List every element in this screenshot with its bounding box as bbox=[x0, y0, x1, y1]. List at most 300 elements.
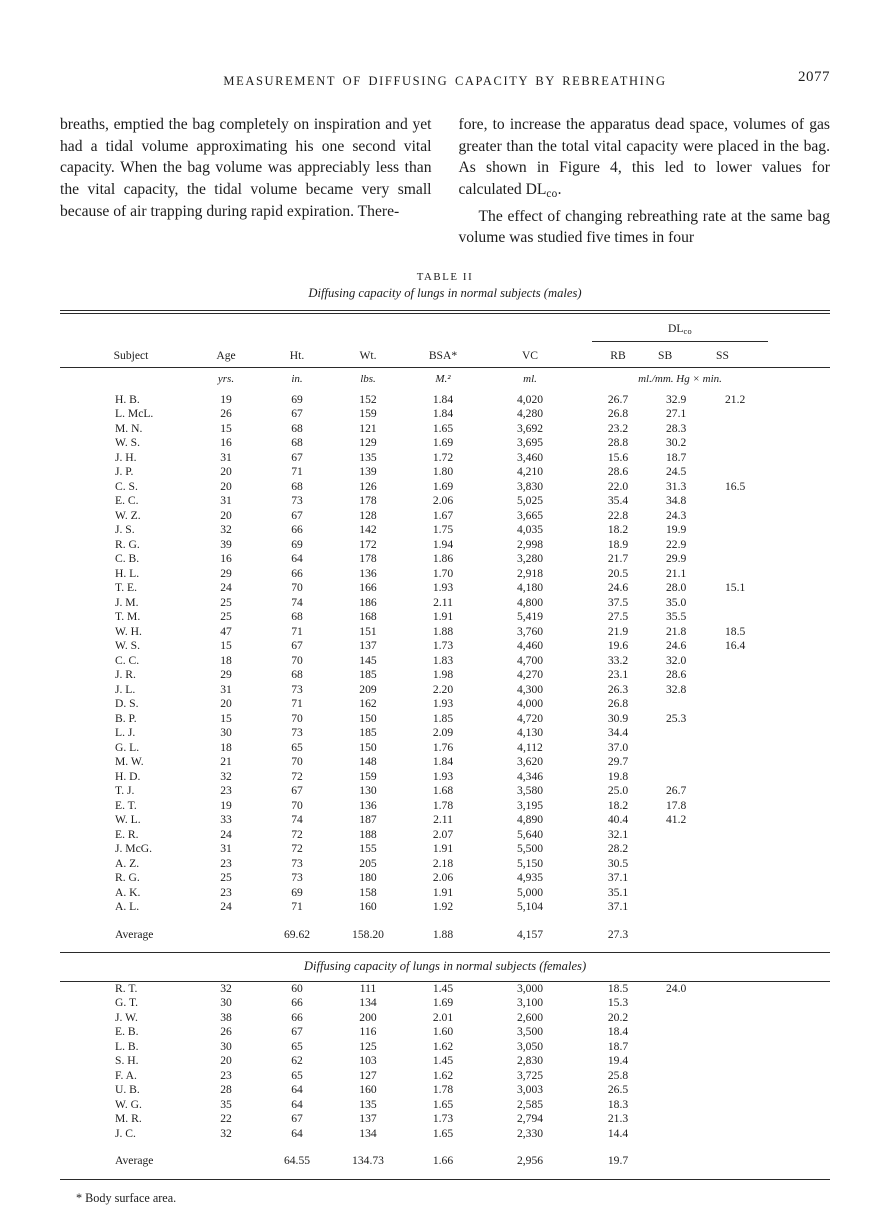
value-cell bbox=[716, 683, 830, 698]
value-cell: 2.06 bbox=[432, 494, 454, 508]
table-row bbox=[60, 451, 830, 466]
value-cell: 1.60 bbox=[432, 1025, 454, 1039]
value-cell bbox=[716, 422, 830, 437]
value-cell: 21.7 bbox=[607, 552, 629, 566]
value-cell: 19.6 bbox=[607, 639, 629, 653]
value-cell: 20 bbox=[220, 697, 232, 711]
page-number: 2077 bbox=[798, 69, 830, 85]
value-cell: 25.3 bbox=[666, 711, 687, 725]
value-cell: 129 bbox=[359, 436, 377, 450]
value-cell: 5,150 bbox=[516, 856, 544, 870]
subject-cell: E. B. bbox=[115, 1025, 139, 1039]
subject-cell: R. G. bbox=[115, 537, 140, 551]
unit-cell: in. bbox=[291, 373, 303, 386]
value-cell: 4,210 bbox=[516, 465, 544, 479]
value-cell: 3,500 bbox=[516, 1025, 544, 1039]
value-cell: 1.69 bbox=[432, 996, 454, 1010]
value-cell bbox=[716, 1054, 830, 1069]
value-cell: 1.78 bbox=[432, 1083, 454, 1097]
value-cell: 70 bbox=[291, 581, 303, 595]
value-cell: 37.5 bbox=[607, 595, 629, 609]
value-cell: 1.98 bbox=[432, 668, 454, 682]
value-cell: 4,460 bbox=[516, 639, 544, 653]
table-row bbox=[60, 770, 830, 785]
value-cell: 1.70 bbox=[432, 566, 454, 580]
table-row bbox=[60, 1112, 830, 1127]
separator-row bbox=[60, 952, 830, 982]
value-cell: 22 bbox=[220, 1112, 232, 1126]
value-cell: 32.9 bbox=[666, 392, 687, 406]
value-cell: 178 bbox=[359, 552, 377, 566]
value-cell bbox=[658, 1112, 716, 1127]
value-cell: 2,585 bbox=[516, 1097, 544, 1111]
value-cell: 1.66 bbox=[432, 1154, 454, 1168]
value-cell: 20 bbox=[220, 1054, 232, 1068]
value-cell: 4,700 bbox=[516, 653, 544, 667]
value-cell: 26 bbox=[220, 1025, 232, 1039]
value-cell: 23.1 bbox=[607, 668, 629, 682]
subject-cell: M. W. bbox=[115, 755, 144, 769]
value-cell bbox=[716, 1098, 830, 1113]
value-cell: 128 bbox=[359, 508, 377, 522]
value-cell: 25.8 bbox=[607, 1068, 629, 1082]
value-cell bbox=[190, 915, 262, 953]
subject-cell: R. T. bbox=[115, 981, 138, 995]
value-cell: 71 bbox=[291, 900, 303, 914]
value-cell bbox=[716, 770, 830, 785]
unit-cell: lbs. bbox=[360, 373, 376, 386]
value-cell: 32.8 bbox=[666, 682, 687, 696]
value-cell bbox=[658, 697, 716, 712]
value-cell: 68 bbox=[291, 610, 303, 624]
value-cell bbox=[716, 996, 830, 1011]
value-cell: 166 bbox=[359, 581, 377, 595]
value-cell: 150 bbox=[359, 740, 377, 754]
value-cell bbox=[716, 784, 830, 799]
value-cell: 205 bbox=[359, 856, 377, 870]
value-cell: 25 bbox=[220, 871, 232, 885]
value-cell: 21.2 bbox=[725, 392, 746, 406]
value-cell: 1.65 bbox=[432, 1126, 454, 1140]
subject-cell: W. Z. bbox=[115, 508, 141, 522]
subject-cell: T. J. bbox=[115, 784, 135, 798]
subject-cell: R. G. bbox=[115, 871, 140, 885]
subject-cell: D. S. bbox=[115, 697, 139, 711]
value-cell: 5,500 bbox=[516, 842, 544, 856]
value-cell: 23 bbox=[220, 1068, 232, 1082]
value-cell: 1.76 bbox=[432, 740, 454, 754]
value-cell bbox=[716, 915, 830, 953]
subject-cell: A. L. bbox=[115, 900, 140, 914]
value-cell bbox=[658, 741, 716, 756]
subject-cell: H. L. bbox=[115, 566, 140, 580]
subject-cell: E. C. bbox=[115, 494, 139, 508]
value-cell: 26.8 bbox=[607, 697, 629, 711]
value-cell: 1.72 bbox=[432, 450, 454, 464]
value-cell: 24.5 bbox=[666, 465, 687, 479]
value-cell bbox=[716, 494, 830, 509]
value-cell: 73 bbox=[291, 494, 303, 508]
body-text bbox=[60, 114, 830, 249]
value-cell: 71 bbox=[291, 624, 303, 638]
value-cell bbox=[658, 996, 716, 1011]
value-cell: 4,157 bbox=[516, 927, 544, 941]
value-cell: 139 bbox=[359, 465, 377, 479]
value-cell: 30.9 bbox=[607, 711, 629, 725]
value-cell bbox=[658, 1127, 716, 1142]
subject-cell: M. R. bbox=[115, 1112, 142, 1126]
value-cell: 135 bbox=[359, 450, 377, 464]
value-cell: 1.86 bbox=[432, 552, 454, 566]
value-cell bbox=[716, 654, 830, 669]
value-cell: 65 bbox=[291, 740, 303, 754]
dlco-group-header bbox=[578, 314, 830, 342]
value-cell: 187 bbox=[359, 813, 377, 827]
value-cell bbox=[716, 1025, 830, 1040]
value-cell: 126 bbox=[359, 479, 377, 493]
table-row bbox=[60, 1069, 830, 1084]
value-cell bbox=[716, 509, 830, 524]
value-cell: 18.7 bbox=[607, 1039, 629, 1053]
value-cell: 5,025 bbox=[516, 494, 544, 508]
dlco-main: DL bbox=[525, 181, 547, 199]
value-cell: 2,918 bbox=[516, 566, 544, 580]
value-cell: 4,035 bbox=[516, 523, 544, 537]
value-cell: 35.1 bbox=[607, 885, 629, 899]
table-row bbox=[60, 465, 830, 480]
value-cell: 35 bbox=[220, 1097, 232, 1111]
value-cell: 1.75 bbox=[432, 523, 454, 537]
table-row bbox=[60, 1083, 830, 1098]
value-cell bbox=[658, 828, 716, 843]
subject-cell: C. S. bbox=[115, 479, 138, 493]
value-cell: 4,346 bbox=[516, 769, 544, 783]
value-cell bbox=[716, 436, 830, 451]
footnote: * Body surface area. bbox=[76, 1190, 177, 1205]
value-cell: 4,280 bbox=[516, 407, 544, 421]
value-cell: 2,330 bbox=[516, 1126, 544, 1140]
table-row bbox=[60, 668, 830, 683]
value-cell: 34.4 bbox=[607, 726, 629, 740]
value-cell: 1.88 bbox=[432, 927, 454, 941]
value-cell: 185 bbox=[359, 726, 377, 740]
value-cell: 4,180 bbox=[516, 581, 544, 595]
table-row bbox=[60, 996, 830, 1011]
value-cell: 1.85 bbox=[432, 711, 454, 725]
table-row bbox=[60, 480, 830, 495]
value-cell: 3,580 bbox=[516, 784, 544, 798]
value-cell bbox=[716, 1040, 830, 1055]
value-cell: 4,800 bbox=[516, 595, 544, 609]
value-cell bbox=[658, 770, 716, 785]
group-header-spacer bbox=[60, 314, 578, 342]
value-cell: 67 bbox=[291, 508, 303, 522]
value-cell: 24 bbox=[220, 827, 232, 841]
value-cell: 70 bbox=[291, 755, 303, 769]
value-cell: 24.6 bbox=[666, 639, 687, 653]
value-cell: 29.9 bbox=[666, 552, 687, 566]
subject-cell: L. B. bbox=[115, 1039, 139, 1053]
value-cell bbox=[716, 712, 830, 727]
value-cell: 64 bbox=[291, 1126, 303, 1140]
value-cell: 26.7 bbox=[666, 784, 687, 798]
value-cell: 60 bbox=[291, 981, 303, 995]
table-row bbox=[60, 509, 830, 524]
value-cell bbox=[716, 1083, 830, 1098]
value-cell: 21 bbox=[220, 755, 232, 769]
table-row bbox=[60, 1054, 830, 1069]
subject-cell: H. B. bbox=[115, 392, 140, 406]
table-row bbox=[60, 407, 830, 422]
value-cell: 66 bbox=[291, 996, 303, 1010]
value-cell: 137 bbox=[359, 639, 377, 653]
value-cell bbox=[658, 842, 716, 857]
value-cell: 16 bbox=[220, 552, 232, 566]
value-cell: 4,130 bbox=[516, 726, 544, 740]
paragraph-text: . bbox=[557, 181, 562, 199]
value-cell: 30 bbox=[220, 1039, 232, 1053]
value-cell: 2.11 bbox=[433, 813, 453, 827]
value-cell: 1.73 bbox=[432, 639, 454, 653]
value-cell: 64 bbox=[291, 1097, 303, 1111]
table-row bbox=[60, 523, 830, 538]
value-cell: 70 bbox=[291, 798, 303, 812]
column-header-wt: Wt. bbox=[332, 342, 404, 368]
value-cell bbox=[716, 982, 830, 997]
value-cell: 24.6 bbox=[607, 581, 629, 595]
value-cell: 15 bbox=[220, 421, 232, 435]
value-cell: 26.5 bbox=[607, 1083, 629, 1097]
subject-cell: C. B. bbox=[115, 552, 140, 566]
value-cell: 168 bbox=[359, 610, 377, 624]
value-cell: 180 bbox=[359, 871, 377, 885]
value-cell: 29.7 bbox=[607, 755, 629, 769]
value-cell: 21.1 bbox=[666, 566, 687, 580]
value-cell: 1.65 bbox=[432, 1097, 454, 1111]
table-row bbox=[60, 799, 830, 814]
value-cell: 18.5 bbox=[607, 981, 629, 995]
subject-cell: L. McL. bbox=[115, 407, 154, 421]
value-cell: 16 bbox=[220, 436, 232, 450]
value-cell: 3,050 bbox=[516, 1039, 544, 1053]
value-cell: 28.6 bbox=[607, 465, 629, 479]
value-cell: 1.69 bbox=[432, 479, 454, 493]
value-cell: 24.3 bbox=[666, 508, 687, 522]
value-cell: 1.73 bbox=[432, 1112, 454, 1126]
value-cell: 66 bbox=[291, 523, 303, 537]
value-cell: 20.5 bbox=[607, 566, 629, 580]
value-cell: 64.55 bbox=[283, 1154, 311, 1168]
subject-cell: W. H. bbox=[115, 624, 142, 638]
value-cell: 5,000 bbox=[516, 885, 544, 899]
value-cell: 134 bbox=[359, 996, 377, 1010]
table-row bbox=[60, 1025, 830, 1040]
subject-cell: E. T. bbox=[115, 798, 137, 812]
value-cell: 28.6 bbox=[666, 668, 687, 682]
value-cell: 19.4 bbox=[607, 1054, 629, 1068]
subject-cell: L. J. bbox=[115, 726, 136, 740]
value-cell: 26.8 bbox=[607, 407, 629, 421]
value-cell: 5,104 bbox=[516, 900, 544, 914]
value-cell bbox=[716, 1011, 830, 1026]
dlco-sub: co bbox=[683, 327, 692, 337]
value-cell: 21.3 bbox=[607, 1112, 629, 1126]
value-cell bbox=[658, 1141, 716, 1179]
value-cell: 26.3 bbox=[607, 682, 629, 696]
value-cell: 148 bbox=[359, 755, 377, 769]
value-cell: 70 bbox=[291, 653, 303, 667]
value-cell: 2,956 bbox=[516, 1154, 544, 1168]
value-cell: 20 bbox=[220, 508, 232, 522]
value-cell: 28.2 bbox=[607, 842, 629, 856]
value-cell: 185 bbox=[359, 668, 377, 682]
value-cell: 188 bbox=[359, 827, 377, 841]
value-cell bbox=[658, 871, 716, 886]
column-header-age: Age bbox=[190, 342, 262, 368]
table-row bbox=[60, 697, 830, 712]
value-cell: 3,000 bbox=[516, 981, 544, 995]
value-cell: 19.8 bbox=[607, 769, 629, 783]
value-cell: 3,195 bbox=[516, 798, 544, 812]
value-cell: 5,640 bbox=[516, 827, 544, 841]
value-cell: 14.4 bbox=[607, 1126, 629, 1140]
value-cell: 136 bbox=[359, 798, 377, 812]
value-cell: 4,935 bbox=[516, 871, 544, 885]
value-cell bbox=[716, 842, 830, 857]
value-cell: 160 bbox=[359, 900, 377, 914]
value-cell: 145 bbox=[359, 653, 377, 667]
table-row bbox=[60, 610, 830, 625]
table-row bbox=[60, 857, 830, 872]
value-cell: 1.93 bbox=[432, 581, 454, 595]
value-cell bbox=[716, 697, 830, 712]
value-cell bbox=[716, 1127, 830, 1142]
value-cell: 125 bbox=[359, 1039, 377, 1053]
value-cell: 3,665 bbox=[516, 508, 544, 522]
table-title-females: Diffusing capacity of lungs in normal subjects (females) bbox=[303, 959, 587, 974]
value-cell bbox=[716, 407, 830, 422]
table-row bbox=[60, 581, 830, 596]
value-cell: 17.8 bbox=[666, 798, 687, 812]
value-cell: 158 bbox=[359, 885, 377, 899]
value-cell: 3,003 bbox=[516, 1083, 544, 1097]
value-cell: 64 bbox=[291, 1083, 303, 1097]
value-cell: 18.2 bbox=[607, 798, 629, 812]
value-cell: 65 bbox=[291, 1068, 303, 1082]
value-cell: 15 bbox=[220, 639, 232, 653]
value-cell: 4,270 bbox=[516, 668, 544, 682]
value-cell: 18.4 bbox=[607, 1025, 629, 1039]
value-cell: 19.7 bbox=[607, 1154, 629, 1168]
value-cell: 66 bbox=[291, 1010, 303, 1024]
value-cell: 29 bbox=[220, 668, 232, 682]
separator-cell bbox=[60, 952, 830, 982]
value-cell: 67 bbox=[291, 1112, 303, 1126]
value-cell: 103 bbox=[359, 1054, 377, 1068]
value-cell: 1.88 bbox=[432, 624, 454, 638]
value-cell: 137 bbox=[359, 1112, 377, 1126]
value-cell: 37.1 bbox=[607, 900, 629, 914]
value-cell: 32.0 bbox=[666, 653, 687, 667]
value-cell: 65 bbox=[291, 1039, 303, 1053]
value-cell: 69.62 bbox=[283, 927, 311, 941]
value-cell: 22.8 bbox=[607, 508, 629, 522]
subject-cell: J. M. bbox=[115, 595, 139, 609]
value-cell: 186 bbox=[359, 595, 377, 609]
column-header-subject: Subject bbox=[60, 342, 190, 368]
value-cell: 5,419 bbox=[516, 610, 544, 624]
value-cell: 4,720 bbox=[516, 711, 544, 725]
value-cell: 73 bbox=[291, 682, 303, 696]
value-cell: 2.06 bbox=[432, 871, 454, 885]
value-cell: 68 bbox=[291, 436, 303, 450]
value-cell: 33.2 bbox=[607, 653, 629, 667]
value-cell bbox=[716, 726, 830, 741]
table-row bbox=[60, 886, 830, 901]
value-cell bbox=[658, 1098, 716, 1113]
table-row bbox=[60, 900, 830, 915]
value-cell: 70 bbox=[291, 711, 303, 725]
value-cell bbox=[716, 1069, 830, 1084]
value-cell: 1.80 bbox=[432, 465, 454, 479]
running-head-title: MEASUREMENT OF DIFFUSING CAPACITY BY REBREATHING bbox=[223, 74, 667, 88]
value-cell: 2.20 bbox=[432, 682, 454, 696]
value-cell: 15 bbox=[220, 711, 232, 725]
table-row bbox=[60, 828, 830, 843]
units-row bbox=[60, 368, 830, 393]
value-cell: 25.0 bbox=[607, 784, 629, 798]
subject-cell: A. K. bbox=[115, 885, 141, 899]
value-cell bbox=[190, 1141, 262, 1179]
value-cell: 69 bbox=[291, 885, 303, 899]
value-cell: 134.73 bbox=[352, 1154, 384, 1168]
value-cell: 162 bbox=[359, 697, 377, 711]
value-cell: 172 bbox=[359, 537, 377, 551]
value-cell: 16.4 bbox=[725, 639, 746, 653]
subject-cell: W. S. bbox=[115, 639, 141, 653]
table-head bbox=[60, 314, 830, 393]
value-cell: 130 bbox=[359, 784, 377, 798]
value-cell bbox=[658, 1011, 716, 1026]
value-cell: 69 bbox=[291, 537, 303, 551]
table-section bbox=[60, 271, 830, 1206]
value-cell: 68 bbox=[291, 421, 303, 435]
value-cell bbox=[658, 900, 716, 915]
paragraph-text: fore, to increase the apparatus dead space, volumes of gas greater than the total vital capacity were placed in the bag. As shown in Figure 4, this led to lower values for calculated bbox=[458, 116, 830, 199]
value-cell: 67 bbox=[291, 639, 303, 653]
dlco-main: DL bbox=[668, 322, 684, 336]
value-cell: 20 bbox=[220, 479, 232, 493]
value-cell bbox=[716, 755, 830, 770]
value-cell: 31 bbox=[220, 842, 232, 856]
value-cell bbox=[716, 741, 830, 756]
value-cell: 159 bbox=[359, 407, 377, 421]
value-cell: 3,280 bbox=[516, 552, 544, 566]
value-cell: 18.3 bbox=[607, 1097, 629, 1111]
value-cell: 121 bbox=[359, 421, 377, 435]
value-cell: 1.93 bbox=[432, 697, 454, 711]
paragraph: The effect of changing rebreathing rate at the same bag volume was studied five times in four bbox=[458, 207, 830, 247]
value-cell: 1.83 bbox=[432, 653, 454, 667]
value-cell bbox=[658, 1069, 716, 1084]
data-table bbox=[60, 314, 830, 1179]
value-cell bbox=[716, 886, 830, 901]
column-header-row bbox=[60, 342, 830, 368]
value-cell: 68 bbox=[291, 479, 303, 493]
subject-cell: J. W. bbox=[115, 1010, 138, 1024]
value-cell: 27.3 bbox=[607, 927, 629, 941]
value-cell: 34.8 bbox=[666, 494, 687, 508]
